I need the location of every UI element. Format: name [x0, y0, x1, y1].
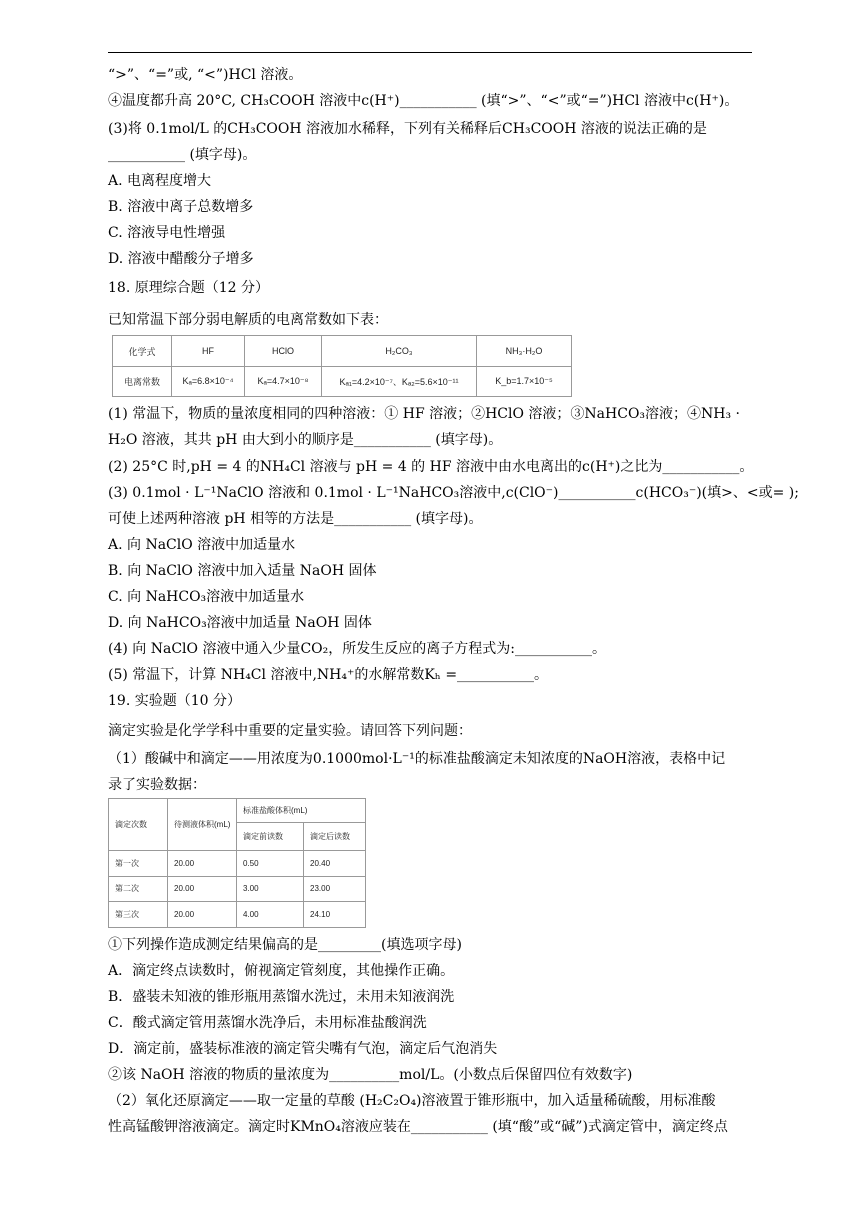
text-line: B. 向 NaClO 溶液中加入适量 NaOH 固体 [108, 563, 377, 579]
table-header: NH₃·H₂O [477, 336, 572, 367]
text-line: (3)将 0.1mol/L 的CH₃COOH 溶液加水稀释，下列有关稀释后CH₃COOH 溶液的说法正确的是 [108, 121, 707, 137]
text-line: (1) 常温下，物质的量浓度相同的四种溶液：① HF 溶液；②HClO 溶液；③NaHCO₃溶液；④NH₃ · [108, 406, 741, 422]
table-cell: 第三次 [109, 902, 168, 928]
text-line: B. 溶液中离子总数增多 [108, 199, 254, 215]
table-cell: 24.10 [304, 902, 366, 928]
table-cell: Kₐ=6.8×10⁻⁴ [172, 367, 245, 397]
table-cell: 20.00 [168, 876, 237, 902]
text-line: 18. 原理综合题（12 分） [108, 280, 269, 296]
table-row [109, 876, 366, 902]
ionization-constants-table [112, 335, 572, 397]
table-header: HF [172, 336, 245, 367]
text-line: ②该 NaOH 溶液的物质的量浓度为__________mol/L。(小数点后保留四位有效数字) [108, 1067, 633, 1083]
text-line: (3) 0.1mol · L⁻¹NaClO 溶液和 0.1mol · L⁻¹NaHCO₃溶液中,c(ClO⁻)___________c(HCO₃⁻)(填>、<或= ); [108, 485, 799, 501]
text-line: C. 溶液导电性增强 [108, 225, 226, 241]
table-header: 滴定后读数 [304, 823, 366, 851]
table-header: 滴定前读数 [237, 823, 304, 851]
text-line: （2）氧化还原滴定——取一定量的草酸 (H₂C₂O₄)溶液置于锥形瓶中，加入适量稀硫酸，用标准酸 [108, 1093, 716, 1109]
table-header: 标准盐酸体积(mL) [237, 799, 366, 823]
table-cell: Kₐ=4.7×10⁻⁸ [245, 367, 322, 397]
text-line: H₂O 溶液，其共 pH 由大到小的顺序是___________ (填字母)。 [108, 432, 503, 448]
text-line: 已知常温下部分弱电解质的电离常数如下表： [108, 312, 388, 328]
text-line: (4) 向 NaClO 溶液中通入少量CO₂，所发生反应的离子方程式为:___________。 [108, 641, 606, 657]
text-line: D. 向 NaHCO₃溶液中加适量 NaOH 固体 [108, 615, 372, 631]
table-header: 滴定次数 [109, 799, 168, 851]
table-cell: Kₐ₁=4.2×10⁻⁷、Kₐ₂=5.6×10⁻¹¹ [322, 367, 477, 397]
table-cell: 20.00 [168, 902, 237, 928]
table-cell: 第一次 [109, 851, 168, 877]
text-line: (2) 25°C 时,pH = 4 的NH₄Cl 溶液与 pH = 4 的 HF 溶液中由水电离出的c(H⁺)之比为___________。 [108, 459, 754, 475]
text-line: (5) 常温下，计算 NH₄Cl 溶液中,NH₄⁺的水解常数Kₕ =___________。 [108, 667, 549, 683]
text-line: D. 溶液中醋酸分子增多 [108, 251, 254, 267]
table-header: 待测液体积(mL) [168, 799, 237, 851]
table-cell: 20.00 [168, 851, 237, 877]
table-cell: 第二次 [109, 876, 168, 902]
table-cell: 电离常数 [113, 367, 172, 397]
text-line: B．盛装未知液的锥形瓶用蒸馏水洗过，未用未知液润洗 [108, 989, 455, 1005]
table-cell: 20.40 [304, 851, 366, 877]
text-line: ④温度都升高 20°C, CH₃COOH 溶液中c(H⁺)___________ (填“>”、“<”或“=”)HCl 溶液中c(H⁺)。 [108, 93, 739, 109]
text-line: A. 向 NaClO 溶液中加适量水 [108, 537, 296, 553]
text-line: 19. 实验题（10 分） [108, 693, 241, 709]
titration-data-table [108, 798, 366, 928]
text-line: C. 向 NaHCO₃溶液中加适量水 [108, 589, 305, 605]
text-line: 录了实验数据： [108, 777, 206, 793]
text-line: 滴定实验是化学学科中重要的定量实验。请回答下列问题： [108, 723, 472, 739]
text-line: “>”、“=”或, “<”)HCl 溶液。 [108, 67, 303, 83]
table-cell: 23.00 [304, 876, 366, 902]
table-header: H₂CO₃ [322, 336, 477, 367]
table-cell: 3.00 [237, 876, 304, 902]
text-line: C．酸式滴定管用蒸馏水洗净后，未用标准盐酸润洗 [108, 1015, 427, 1031]
text-line: 可使上述两种溶液 pH 相等的方法是___________ (填字母)。 [108, 511, 483, 527]
text-line: A．滴定终点读数时，俯视滴定管刻度，其他操作正确。 [108, 963, 455, 979]
text-line: A. 电离程度增大 [108, 173, 212, 189]
text-line: ___________ (填字母)。 [108, 147, 257, 163]
table-row [109, 902, 366, 928]
table-cell: 4.00 [237, 902, 304, 928]
header-rule [108, 52, 752, 53]
table-cell: K_b=1.7×10⁻⁵ [477, 367, 572, 397]
text-line: 性高锰酸钾溶液滴定。滴定时KMnO₄溶液应装在___________ (填“酸”或“碱”)式滴定管中，滴定终点 [108, 1119, 728, 1135]
table-row [109, 851, 366, 877]
table-header: HClO [245, 336, 322, 367]
text-line: （1）酸碱中和滴定——用浓度为0.1000mol·L⁻¹的标准盐酸滴定未知浓度的NaOH溶液，表格中记 [108, 751, 726, 767]
text-line: ①下列操作造成测定结果偏高的是_________(填选项字母) [108, 937, 462, 953]
text-line: D．滴定前，盛装标准液的滴定管尖嘴有气泡，滴定后气泡消失 [108, 1041, 498, 1057]
table-header: 化学式 [113, 336, 172, 367]
table-cell: 0.50 [237, 851, 304, 877]
